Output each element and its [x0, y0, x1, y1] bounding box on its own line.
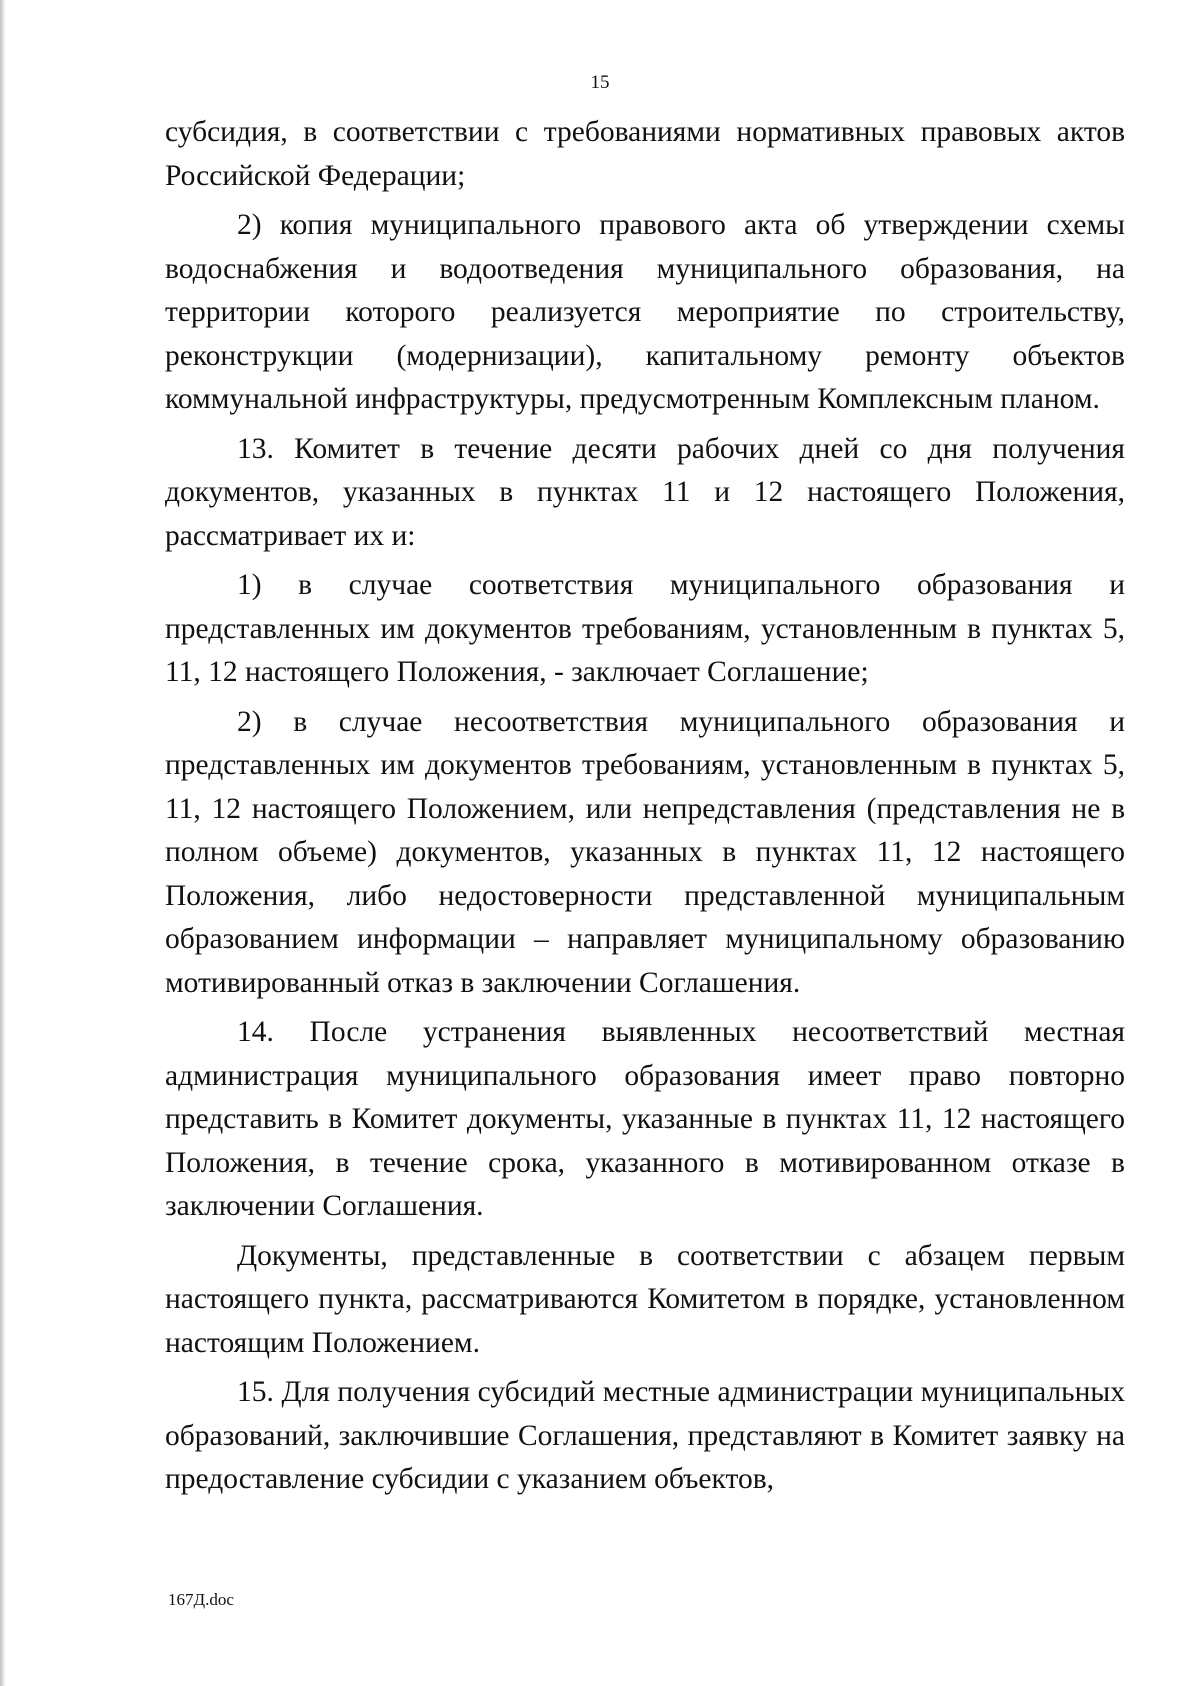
paragraph-continuation: субсидия, в соответствии с требованиями нормативных правовых актов Российской Федерации; [165, 116, 1125, 192]
paragraph-clause-13-item-1: 1) в случае соответствия муниципального образования и представленных им документов требованиям, установленным в пунктах 5, 11, 12 настоящего Положения, - заключает Соглашение; [165, 569, 1125, 688]
paragraph-clause-13-item-2: 2) в случае несоответствия муниципального образования и представленных им документов требованиям, установленным в пунктах 5, 11, 12 настоящего Положением, или непредставления (представления не в полном объеме) документов, указанных в пунктах 11, 12 настоящего Положения, либо недостоверности представленной муниципальным образованием информации – направляет муниципальному образованию мотивированный отказ в заключении Соглашения. [165, 705, 1125, 999]
paragraph-clause-14: 14. После устранения выявленных несоответствий местная администрация муниципального образования имеет право повторно представить в Комитет документы, указанные в пунктах 11, 12 настоящего Положения, в течение срока, указанного в мотивированном отказе в заключении Соглашения. [165, 1016, 1125, 1222]
page-number: 15 [590, 72, 610, 93]
paragraph-clause-13: 13. Комитет в течение десяти рабочих дней со дня получения документов, указанных в пунктах 11 и 12 настоящего Положения, рассматривает их и: [165, 432, 1125, 552]
paragraph-item-2: 2) копия муниципального правового акта об утверждении схемы водоснабжения и водоотведения муниципального образования, на территории которого реализуется мероприятие по строительству, реконструкции (модернизации), капитальному ремонту объектов коммунальной инфраструктуры, предусмотренным Комплексным планом. [165, 209, 1125, 415]
footer-filename: 167Д.doc [168, 1590, 234, 1609]
document-body [165, 111, 1125, 1502]
scan-edge [0, 0, 6, 1686]
paragraph-clause-14-second: Документы, представленные в соответствии с абзацем первым настоящего пункта, рассматриваются Комитетом в порядке, установленном настоящим Положением. [165, 1239, 1125, 1359]
paragraph-clause-15: 15. Для получения субсидий местные администрации муниципальных образований, заключившие Соглашения, представляют в Комитет заявку на предоставление субсидии с указанием объектов, [165, 1376, 1125, 1495]
